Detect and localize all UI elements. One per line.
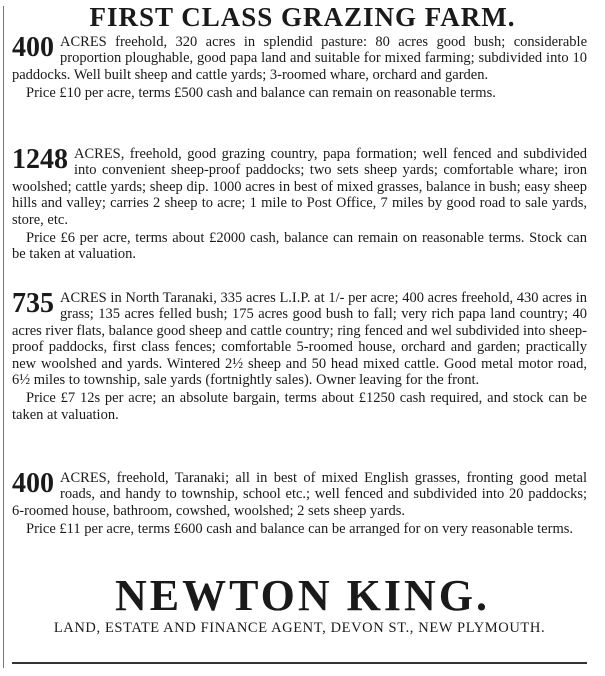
listing-description: ACRES freehold, 320 acres in splendid pasture: 80 acres good bush; considerable proportion ploughable, good papa land and suitable for mixed farming; subdivided into 10 paddocks. Well built sheep and cattle yards; 3-roomed whare, orchard and garden. <box>12 34 587 83</box>
listing-400-acres-taranaki <box>12 470 587 538</box>
listing-735-acres <box>12 290 587 423</box>
listing-description: ACRES in North Taranaki, 335 acres L.I.P. at 1/- per acre; 400 acres freehold, 430 acres in grass; 135 acres felled bush; 175 acres good bush to fall; very rich papa land country; 40 acres river flats, balance good sheep and cattle country; ring fenced and wel subdivided into sheep-proof paddocks, first class fences; comfortable 5-roomed house, orchard and garden; practically new woolshed and yards. Wintered 2½ sheep and 50 head mixed cattle. Good metal motor road, 6½ miles to township, sale yards (fortnightly sales). Owner leaving for the front. <box>12 290 587 389</box>
listing-description: ACRES, freehold, good grazing country, papa formation; well fenced and subdivided into convenient sheep-proof paddocks; two sets sheep yards; comfortable whare; iron woolshed; cattle yards; sheep dip. 1000 acres in best of mixed grasses, balance in bush; easy sheep hills and valley; carries 2 sheep to acre; 1 mile to Post Office, 7 miles by good road to sale yards, store, etc. <box>12 146 587 228</box>
acreage-number: 400 <box>12 468 54 499</box>
listing-price: Price £10 per acre, terms £500 cash and balance can remain on reasonable terms. <box>26 85 496 102</box>
bottom-rule <box>12 662 587 664</box>
advertiser-name: NEWTON KING. <box>114 571 491 620</box>
acreage-number: 735 <box>12 288 54 319</box>
acreage-number: 1248 <box>12 144 68 175</box>
listing-400-acres-freehold <box>12 34 587 102</box>
listing-1248-acres <box>12 146 587 263</box>
acreage-number: 400 <box>12 32 54 63</box>
listing-description: ACRES, freehold, Taranaki; all in best of mixed English grasses, fronting good metal roads, and handy to township, school etc.; well fenced and subdivided into 20 paddocks; 6-roomed house, bathroom, cowshed, woolshed; 2 sets sheep yards. <box>12 470 587 519</box>
listing-price: Price £7 12s per acre; an absolute bargain, terms about £1250 cash required, and stock can be taken at valuation. <box>12 390 587 423</box>
headline: FIRST CLASS GRAZING FARM. <box>89 2 516 32</box>
listing-price: Price £6 per acre, terms about £2000 cash, balance can remain on reasonable terms. Stock can be taken at valuation. <box>12 230 587 263</box>
listing-price: Price £11 per acre, terms £600 cash and balance can be arranged for on very reasonable terms. <box>26 521 573 538</box>
advertiser-address: LAND, ESTATE AND FINANCE AGENT, DEVON ST., NEW PLYMOUTH. <box>53 620 546 636</box>
